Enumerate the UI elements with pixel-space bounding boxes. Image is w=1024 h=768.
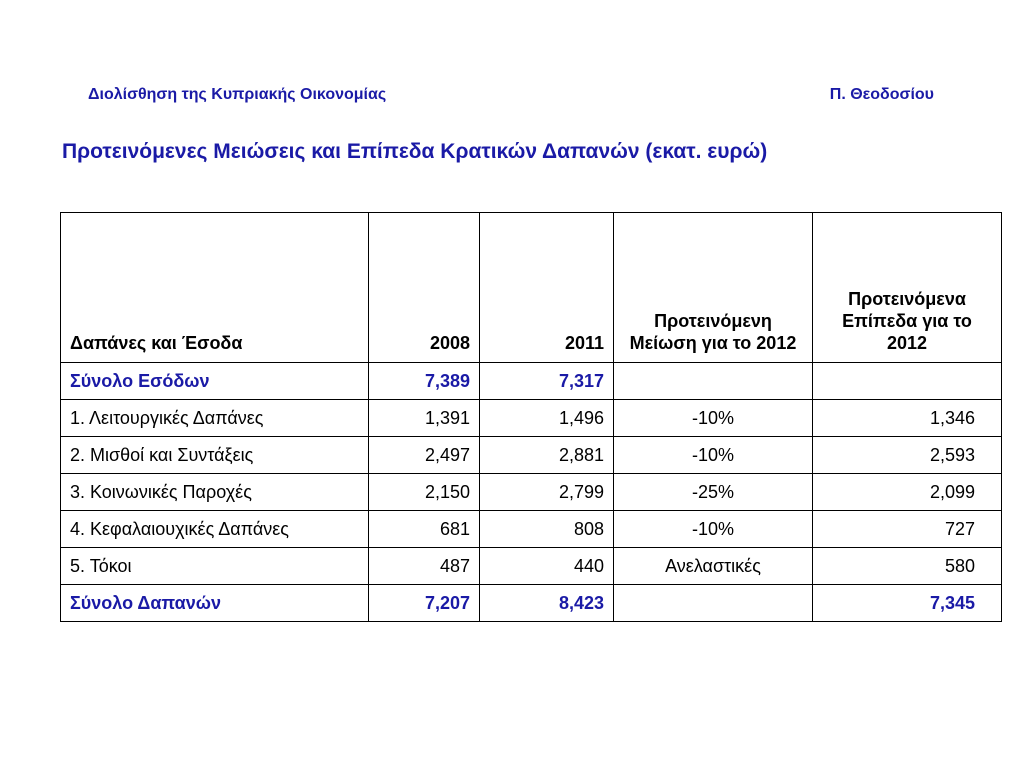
table-row: [61, 400, 1002, 437]
table-cell: -10%: [614, 400, 813, 437]
table-cell: 7,317: [480, 363, 614, 400]
table-cell: 2,099: [813, 474, 1002, 511]
column-header-proposed-reduction: Προτεινόμενη Μείωση για το 2012: [614, 213, 813, 363]
column-header-2011: 2011: [480, 213, 614, 363]
table-cell: 1,391: [369, 400, 480, 437]
table-cell: [614, 585, 813, 622]
table-row: [61, 437, 1002, 474]
table-cell: -25%: [614, 474, 813, 511]
table-cell: 2,497: [369, 437, 480, 474]
table-row: [61, 548, 1002, 585]
table-cell: 2,881: [480, 437, 614, 474]
author-name: Π. Θεοδοσίου: [829, 86, 934, 103]
table-cell: Σύνολο Εσόδων: [61, 363, 369, 400]
column-header-proposed-levels: Προτεινόμενα Επίπεδα για το 2012: [813, 213, 1002, 363]
table-row-total-revenue: [61, 363, 1002, 400]
table-row-total-expenditure: [61, 585, 1002, 622]
table-cell: 5. Τόκοι: [61, 548, 369, 585]
table-cell: 808: [480, 511, 614, 548]
table-cell: 580: [813, 548, 1002, 585]
table-cell: Σύνολο Δαπανών: [61, 585, 369, 622]
table-cell: 2,150: [369, 474, 480, 511]
table-row: [61, 474, 1002, 511]
table-cell: 7,207: [369, 585, 480, 622]
table-cell: 440: [480, 548, 614, 585]
table-cell: [813, 363, 1002, 400]
table-cell: 1. Λειτουργικές Δαπάνες: [61, 400, 369, 437]
table-cell: 8,423: [480, 585, 614, 622]
table-cell: 3. Κοινωνικές Παροχές: [61, 474, 369, 511]
table-header-row: [61, 213, 1002, 363]
table-cell: 2. Μισθοί και Συντάξεις: [61, 437, 369, 474]
table-cell: -10%: [614, 437, 813, 474]
table-cell: 2,593: [813, 437, 1002, 474]
table-cell: 1,346: [813, 400, 1002, 437]
table-cell: Ανελαστικές: [614, 548, 813, 585]
table-cell: 727: [813, 511, 1002, 548]
table-row: [61, 511, 1002, 548]
column-header-category: Δαπάνες και Έσοδα: [61, 213, 369, 363]
table-cell: 7,345: [813, 585, 1002, 622]
table-cell: 681: [369, 511, 480, 548]
column-header-2008: 2008: [369, 213, 480, 363]
table-cell: 2,799: [480, 474, 614, 511]
table-cell: 4. Κεφαλαιουχικές Δαπάνες: [61, 511, 369, 548]
table-cell: 487: [369, 548, 480, 585]
table-cell: -10%: [614, 511, 813, 548]
table-cell: [614, 363, 813, 400]
presentation-title: Διολίσθηση της Κυπριακής Οικονομίας: [88, 86, 387, 103]
slide-title: Προτεινόμενες Μειώσεις και Επίπεδα Κρατικών Δαπανών (εκατ. ευρώ): [62, 140, 768, 163]
table-cell: 1,496: [480, 400, 614, 437]
expenditure-table: [60, 212, 1002, 622]
table-cell: 7,389: [369, 363, 480, 400]
